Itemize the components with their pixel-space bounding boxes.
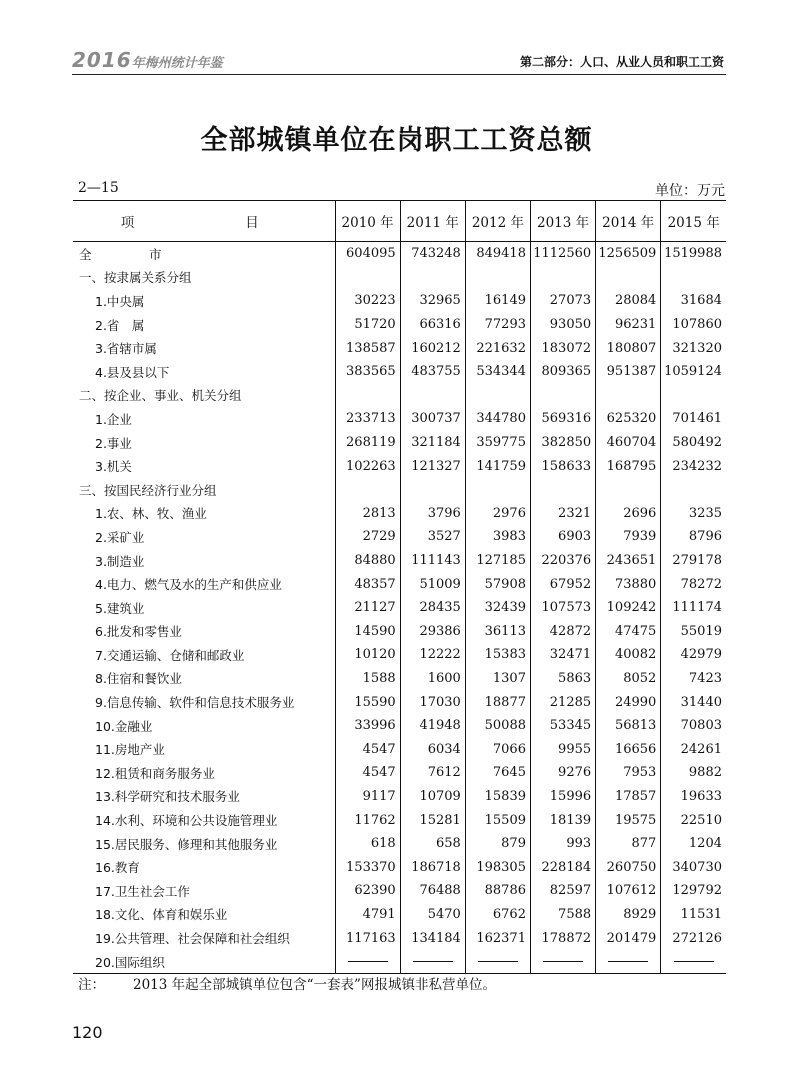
value-cell: 3983 bbox=[465, 525, 530, 549]
row-label: 8.住宿和餐饮业 bbox=[95, 671, 182, 687]
row-label: 4.电力、燃气及水的生产和供应业 bbox=[95, 577, 282, 593]
value-cell: 658 bbox=[400, 832, 465, 856]
value-cell: 111174 bbox=[661, 596, 726, 620]
value-cell: 321184 bbox=[400, 431, 465, 455]
value-cell: 604095 bbox=[335, 242, 400, 266]
page-number: 120 bbox=[72, 1023, 103, 1042]
table-row bbox=[73, 808, 726, 832]
value-cell: 15383 bbox=[465, 643, 530, 667]
table-row bbox=[73, 926, 726, 950]
value-cell: 48357 bbox=[335, 572, 400, 596]
value-cell: 5470 bbox=[400, 903, 465, 927]
value-cell: 1112560 bbox=[530, 242, 595, 266]
value-cell: 18877 bbox=[465, 690, 530, 714]
value-cell bbox=[661, 266, 726, 290]
value-cell: 186718 bbox=[400, 855, 465, 879]
value-cell: 382850 bbox=[530, 431, 595, 455]
value-cell: 22510 bbox=[661, 808, 726, 832]
value-cell: 111143 bbox=[400, 549, 465, 573]
value-cell: 88786 bbox=[465, 879, 530, 903]
table-row bbox=[73, 690, 726, 714]
column-header-year: 2012 年 bbox=[465, 201, 530, 242]
value-cell: 2729 bbox=[335, 525, 400, 549]
table-row bbox=[73, 855, 726, 879]
value-cell: 3796 bbox=[400, 502, 465, 526]
value-cell: 121327 bbox=[400, 454, 465, 478]
empty-value-dash bbox=[335, 950, 400, 974]
row-label: 4.县及县以下 bbox=[95, 364, 170, 380]
value-cell: 107860 bbox=[661, 313, 726, 337]
row-label: 6.批发和零售业 bbox=[95, 624, 182, 640]
value-cell: 7645 bbox=[465, 761, 530, 785]
dash-line bbox=[674, 961, 714, 962]
row-label: 13.科学研究和技术服务业 bbox=[95, 789, 240, 805]
row-label: 3.制造业 bbox=[95, 553, 145, 569]
table-row bbox=[73, 596, 726, 620]
value-cell: 55019 bbox=[661, 620, 726, 644]
value-cell: 117163 bbox=[335, 926, 400, 950]
value-cell: 233713 bbox=[335, 407, 400, 431]
value-cell: 7588 bbox=[530, 903, 595, 927]
value-cell: 260750 bbox=[596, 855, 661, 879]
value-cell: 6034 bbox=[400, 737, 465, 761]
row-label-part: 全 bbox=[79, 246, 92, 262]
row-label: 9.信息传输、软件和信息技术服务业 bbox=[95, 695, 295, 711]
table-row bbox=[73, 454, 726, 478]
value-cell bbox=[661, 384, 726, 408]
row-label: 10.金融业 bbox=[95, 718, 153, 734]
row-label: 5.建筑业 bbox=[95, 600, 145, 616]
section-title: 第二部分：人口、从业人员和职工工资 bbox=[519, 55, 724, 69]
value-cell: 2696 bbox=[596, 502, 661, 526]
unit-label: 单位：万元 bbox=[655, 183, 725, 199]
value-cell: 220376 bbox=[530, 549, 595, 573]
table-row bbox=[73, 785, 726, 809]
value-cell: 57908 bbox=[465, 572, 530, 596]
value-cell: 4547 bbox=[335, 761, 400, 785]
value-cell: 160212 bbox=[400, 336, 465, 360]
value-cell: 877 bbox=[596, 832, 661, 856]
value-cell: 18139 bbox=[530, 808, 595, 832]
value-cell: 21127 bbox=[335, 596, 400, 620]
value-cell: 1059124 bbox=[661, 360, 726, 384]
value-cell: 201479 bbox=[596, 926, 661, 950]
value-cell: 28084 bbox=[596, 289, 661, 313]
value-cell: 31684 bbox=[661, 289, 726, 313]
value-cell: 7066 bbox=[465, 737, 530, 761]
value-cell: 3235 bbox=[661, 502, 726, 526]
value-cell bbox=[465, 384, 530, 408]
row-label: 2.省 属 bbox=[95, 317, 145, 333]
value-cell: 321320 bbox=[661, 336, 726, 360]
group-row bbox=[73, 266, 726, 290]
value-cell: 134184 bbox=[400, 926, 465, 950]
value-cell: 30223 bbox=[335, 289, 400, 313]
value-cell: 27073 bbox=[530, 289, 595, 313]
row-label: 1.企业 bbox=[95, 411, 132, 427]
empty-value-dash bbox=[530, 950, 595, 974]
value-cell: 73880 bbox=[596, 572, 661, 596]
value-cell: 344780 bbox=[465, 407, 530, 431]
dash-line bbox=[413, 961, 453, 962]
value-cell: 32439 bbox=[465, 596, 530, 620]
value-cell: 129792 bbox=[661, 879, 726, 903]
table-row bbox=[73, 714, 726, 738]
table-row bbox=[73, 950, 726, 974]
value-cell: 138587 bbox=[335, 336, 400, 360]
value-cell: 1588 bbox=[335, 667, 400, 691]
value-cell: 7423 bbox=[661, 667, 726, 691]
row-label: 12.租赁和商务服务业 bbox=[95, 765, 215, 781]
value-cell bbox=[596, 384, 661, 408]
value-cell: 272126 bbox=[661, 926, 726, 950]
row-label: 1.中央属 bbox=[95, 293, 145, 309]
value-cell: 6762 bbox=[465, 903, 530, 927]
value-cell: 234232 bbox=[661, 454, 726, 478]
value-cell: 7953 bbox=[596, 761, 661, 785]
book-name: 年梅州统计年鉴 bbox=[131, 56, 223, 71]
value-cell: 51009 bbox=[400, 572, 465, 596]
value-cell: 9276 bbox=[530, 761, 595, 785]
value-cell: 1307 bbox=[465, 667, 530, 691]
value-cell: 107612 bbox=[596, 879, 661, 903]
row-label: 三、按国民经济行业分组 bbox=[79, 482, 217, 498]
table-row bbox=[73, 620, 726, 644]
footnote-label: 注： bbox=[78, 977, 105, 993]
value-cell: 67952 bbox=[530, 572, 595, 596]
value-cell: 33996 bbox=[335, 714, 400, 738]
row-label: 1.农、林、牧、渔业 bbox=[95, 506, 207, 522]
value-cell: 15590 bbox=[335, 690, 400, 714]
value-cell: 109242 bbox=[596, 596, 661, 620]
row-label-part: 市 bbox=[149, 246, 162, 262]
value-cell: 10120 bbox=[335, 643, 400, 667]
value-cell: 11531 bbox=[661, 903, 726, 927]
column-header-item: 项 目 bbox=[73, 201, 335, 242]
value-cell: 849418 bbox=[465, 242, 530, 266]
row-label: 二、按企业、事业、机关分组 bbox=[79, 388, 242, 404]
value-cell: 340730 bbox=[661, 855, 726, 879]
value-cell: 9955 bbox=[530, 737, 595, 761]
value-cell: 569316 bbox=[530, 407, 595, 431]
table-row bbox=[73, 737, 726, 761]
row-label: 17.卫生社会工作 bbox=[95, 883, 190, 899]
value-cell: 580492 bbox=[661, 431, 726, 455]
row-label: 19.公共管理、社会保障和社会组织 bbox=[95, 931, 290, 947]
row-label: 20.国际组织 bbox=[73, 950, 335, 974]
book-year: 2016 bbox=[72, 48, 132, 72]
table-code: 2—15 bbox=[78, 180, 119, 196]
value-cell: 102263 bbox=[335, 454, 400, 478]
value-cell: 809365 bbox=[530, 360, 595, 384]
value-cell: 12222 bbox=[400, 643, 465, 667]
value-cell: 243651 bbox=[596, 549, 661, 573]
value-cell: 16656 bbox=[596, 737, 661, 761]
table-row bbox=[73, 313, 726, 337]
row-label: 11.房地产业 bbox=[95, 742, 165, 758]
column-header-year: 2013 年 bbox=[530, 201, 595, 242]
table-row bbox=[73, 832, 726, 856]
value-cell: 300737 bbox=[400, 407, 465, 431]
value-cell: 36113 bbox=[465, 620, 530, 644]
value-cell: 2813 bbox=[335, 502, 400, 526]
row-label bbox=[73, 242, 335, 266]
value-cell: 9117 bbox=[335, 785, 400, 809]
table-body bbox=[73, 242, 726, 974]
table-row bbox=[73, 572, 726, 596]
table-row bbox=[73, 289, 726, 313]
table-row bbox=[73, 643, 726, 667]
dash-line bbox=[543, 961, 583, 962]
value-cell: 28435 bbox=[400, 596, 465, 620]
table-row bbox=[73, 903, 726, 927]
value-cell: 1204 bbox=[661, 832, 726, 856]
table-row bbox=[73, 525, 726, 549]
table-row bbox=[73, 360, 726, 384]
value-cell: 701461 bbox=[661, 407, 726, 431]
group-row bbox=[73, 384, 726, 408]
wage-table bbox=[73, 200, 726, 974]
empty-value-dash bbox=[400, 950, 465, 974]
row-label: 2.事业 bbox=[95, 435, 132, 451]
value-cell: 15996 bbox=[530, 785, 595, 809]
value-cell: 618 bbox=[335, 832, 400, 856]
value-cell: 50088 bbox=[465, 714, 530, 738]
value-cell: 183072 bbox=[530, 336, 595, 360]
value-cell: 534344 bbox=[465, 360, 530, 384]
value-cell: 460704 bbox=[596, 431, 661, 455]
page-title: 全部城镇单位在岗职工工资总额 bbox=[200, 125, 593, 156]
value-cell: 879 bbox=[465, 832, 530, 856]
value-cell: 198305 bbox=[465, 855, 530, 879]
value-cell: 15839 bbox=[465, 785, 530, 809]
value-cell: 31440 bbox=[661, 690, 726, 714]
value-cell bbox=[400, 266, 465, 290]
value-cell: 16149 bbox=[465, 289, 530, 313]
value-cell: 11762 bbox=[335, 808, 400, 832]
value-cell bbox=[530, 266, 595, 290]
value-cell: 359775 bbox=[465, 431, 530, 455]
table-row bbox=[73, 407, 726, 431]
value-cell: 168795 bbox=[596, 454, 661, 478]
row-label: 2.采矿业 bbox=[95, 529, 145, 545]
value-cell: 21285 bbox=[530, 690, 595, 714]
footnote bbox=[78, 973, 496, 993]
value-cell: 951387 bbox=[596, 360, 661, 384]
value-cell: 42872 bbox=[530, 620, 595, 644]
value-cell: 4547 bbox=[335, 737, 400, 761]
value-cell: 29386 bbox=[400, 620, 465, 644]
empty-value-dash bbox=[596, 950, 661, 974]
value-cell: 56813 bbox=[596, 714, 661, 738]
total-row bbox=[73, 242, 726, 266]
value-cell: 84880 bbox=[335, 549, 400, 573]
value-cell: 2321 bbox=[530, 502, 595, 526]
value-cell: 78272 bbox=[661, 572, 726, 596]
column-header-year: 2011 年 bbox=[400, 201, 465, 242]
value-cell: 66316 bbox=[400, 313, 465, 337]
dash-line bbox=[478, 961, 518, 962]
table-row bbox=[73, 549, 726, 573]
row-label: 15.居民服务、修理和其他服务业 bbox=[95, 836, 278, 852]
value-cell: 47475 bbox=[596, 620, 661, 644]
running-header bbox=[72, 44, 726, 75]
value-cell: 383565 bbox=[335, 360, 400, 384]
row-label: 7.交通运输、仓储和邮政业 bbox=[95, 647, 245, 663]
value-cell: 8052 bbox=[596, 667, 661, 691]
value-cell: 32965 bbox=[400, 289, 465, 313]
table-row bbox=[73, 667, 726, 691]
row-label: 16.教育 bbox=[95, 860, 140, 876]
value-cell bbox=[596, 478, 661, 502]
value-cell: 483755 bbox=[400, 360, 465, 384]
value-cell: 15281 bbox=[400, 808, 465, 832]
value-cell: 228184 bbox=[530, 855, 595, 879]
column-header-year: 2014 年 bbox=[596, 201, 661, 242]
value-cell bbox=[465, 266, 530, 290]
value-cell: 53345 bbox=[530, 714, 595, 738]
value-cell: 3527 bbox=[400, 525, 465, 549]
value-cell: 1256509 bbox=[596, 242, 661, 266]
group-row bbox=[73, 478, 726, 502]
value-cell bbox=[335, 478, 400, 502]
value-cell: 32471 bbox=[530, 643, 595, 667]
value-cell: 96231 bbox=[596, 313, 661, 337]
row-label: 一、按隶属关系分组 bbox=[79, 270, 192, 286]
value-cell: 7612 bbox=[400, 761, 465, 785]
value-cell: 70803 bbox=[661, 714, 726, 738]
table-row bbox=[73, 502, 726, 526]
column-header-year: 2010 年 bbox=[335, 201, 400, 242]
value-cell bbox=[596, 266, 661, 290]
value-cell: 19575 bbox=[596, 808, 661, 832]
value-cell: 8796 bbox=[661, 525, 726, 549]
table-header bbox=[73, 201, 726, 242]
value-cell: 17030 bbox=[400, 690, 465, 714]
empty-value-dash bbox=[465, 950, 530, 974]
dash-line bbox=[348, 961, 388, 962]
value-cell: 4791 bbox=[335, 903, 400, 927]
value-cell: 51720 bbox=[335, 313, 400, 337]
value-cell: 17857 bbox=[596, 785, 661, 809]
value-cell: 10709 bbox=[400, 785, 465, 809]
value-cell: 1600 bbox=[400, 667, 465, 691]
value-cell: 268119 bbox=[335, 431, 400, 455]
value-cell bbox=[400, 478, 465, 502]
value-cell: 42979 bbox=[661, 643, 726, 667]
empty-value-dash bbox=[661, 950, 726, 974]
column-header-year: 2015 年 bbox=[661, 201, 726, 242]
value-cell: 93050 bbox=[530, 313, 595, 337]
value-cell: 127185 bbox=[465, 549, 530, 573]
value-cell: 77293 bbox=[465, 313, 530, 337]
value-cell: 41948 bbox=[400, 714, 465, 738]
value-cell: 1519988 bbox=[661, 242, 726, 266]
value-cell: 9882 bbox=[661, 761, 726, 785]
value-cell: 178872 bbox=[530, 926, 595, 950]
value-cell: 625320 bbox=[596, 407, 661, 431]
value-cell: 141759 bbox=[465, 454, 530, 478]
value-cell bbox=[400, 384, 465, 408]
value-cell: 19633 bbox=[661, 785, 726, 809]
value-cell: 40082 bbox=[596, 643, 661, 667]
value-cell: 180807 bbox=[596, 336, 661, 360]
value-cell bbox=[530, 384, 595, 408]
value-cell: 743248 bbox=[400, 242, 465, 266]
value-cell: 76488 bbox=[400, 879, 465, 903]
value-cell: 107573 bbox=[530, 596, 595, 620]
value-cell: 8929 bbox=[596, 903, 661, 927]
value-cell: 153370 bbox=[335, 855, 400, 879]
value-cell: 15509 bbox=[465, 808, 530, 832]
value-cell: 279178 bbox=[661, 549, 726, 573]
value-cell bbox=[465, 478, 530, 502]
row-label: 3.省辖市属 bbox=[95, 341, 157, 357]
value-cell: 162371 bbox=[465, 926, 530, 950]
value-cell bbox=[530, 478, 595, 502]
value-cell: 14590 bbox=[335, 620, 400, 644]
table-row bbox=[73, 336, 726, 360]
table-row bbox=[73, 879, 726, 903]
value-cell: 993 bbox=[530, 832, 595, 856]
table-row bbox=[73, 431, 726, 455]
book-title bbox=[72, 48, 223, 72]
table-row bbox=[73, 761, 726, 785]
row-label: 18.文化、体育和娱乐业 bbox=[95, 907, 228, 923]
value-cell: 2976 bbox=[465, 502, 530, 526]
value-cell: 24261 bbox=[661, 737, 726, 761]
row-label: 3.机关 bbox=[95, 459, 132, 475]
dash-line bbox=[608, 961, 648, 962]
value-cell: 158633 bbox=[530, 454, 595, 478]
footnote-text: 2013 年起全部城镇单位包含“一套表”网报城镇非私营单位。 bbox=[133, 977, 496, 993]
value-cell: 5863 bbox=[530, 667, 595, 691]
value-cell: 7939 bbox=[596, 525, 661, 549]
value-cell: 82597 bbox=[530, 879, 595, 903]
value-cell: 24990 bbox=[596, 690, 661, 714]
value-cell: 221632 bbox=[465, 336, 530, 360]
value-cell bbox=[661, 478, 726, 502]
value-cell bbox=[335, 384, 400, 408]
row-label: 14.水利、环境和公共设施管理业 bbox=[95, 813, 278, 829]
value-cell bbox=[335, 266, 400, 290]
value-cell: 62390 bbox=[335, 879, 400, 903]
value-cell: 6903 bbox=[530, 525, 595, 549]
